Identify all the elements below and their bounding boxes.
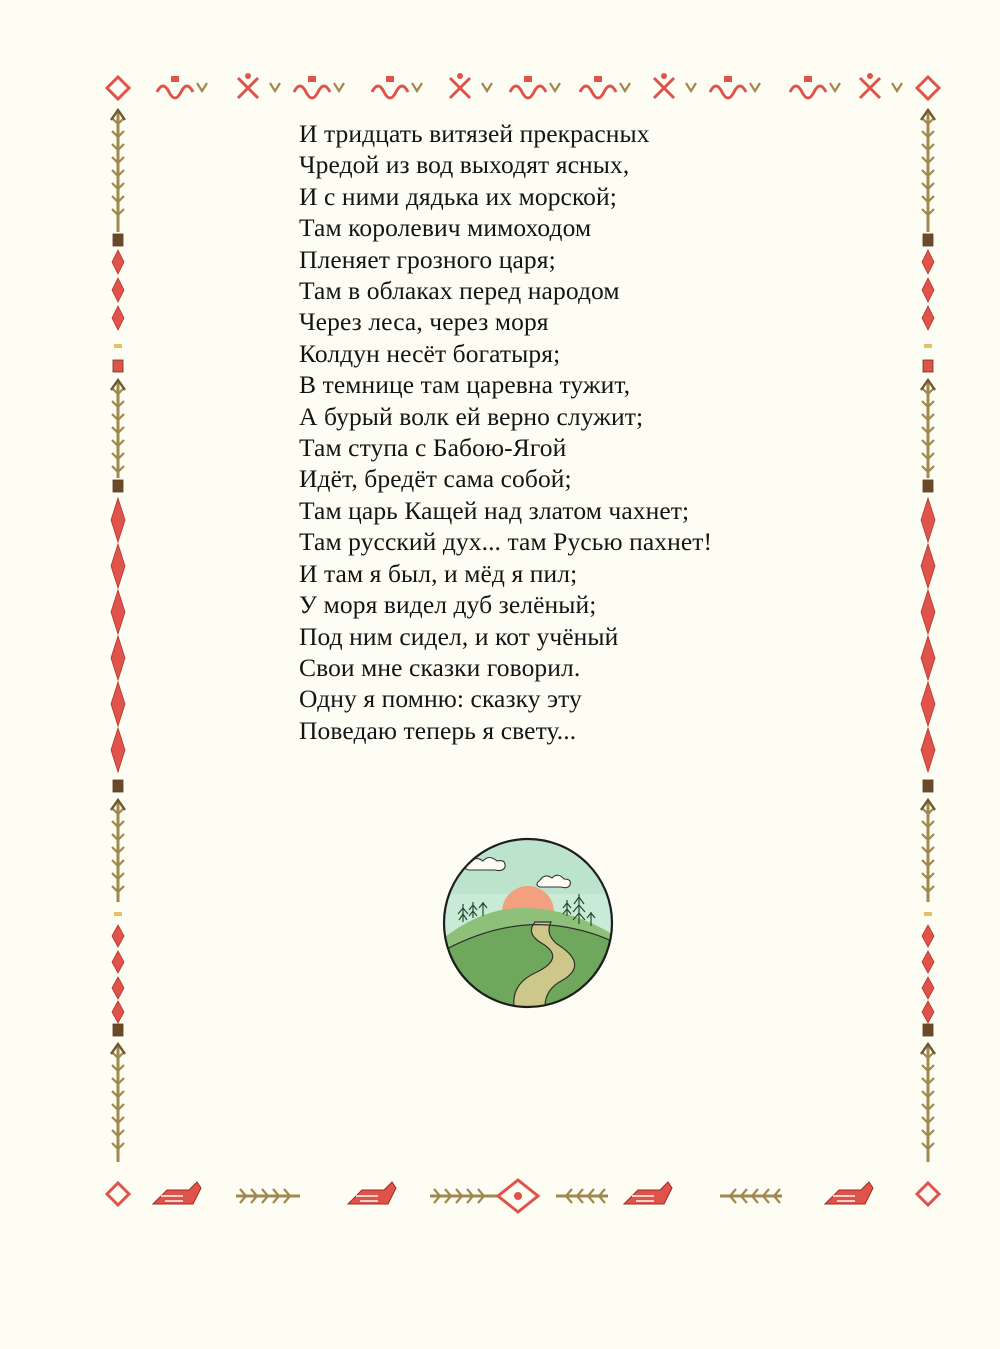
chevron-down-icon (412, 83, 422, 91)
poem-line: Там русский дух... там Русью пахнет! (299, 527, 713, 557)
motif-crown (724, 76, 732, 82)
poem-line: И там я был, и мёд я пил; (299, 558, 578, 588)
chevron-down-icon (270, 83, 280, 91)
block-mark (113, 234, 123, 246)
cross-motif (238, 78, 258, 98)
poem-line: Там царь Кащей над златом чахнет; (299, 495, 690, 525)
wave-motif (790, 86, 826, 98)
dash-mark (924, 344, 932, 348)
poem-line: Свои мне сказки говорил. (299, 652, 581, 682)
diamond-mark (112, 278, 124, 302)
poem-line: Поведаю теперь я свету... (299, 715, 577, 745)
chevron-down-icon (892, 83, 902, 91)
diamond-mark (921, 544, 935, 588)
poem-line: Там в облаках перед народом (299, 276, 620, 306)
diamond-mark (922, 977, 934, 999)
poem-line: Колдун несёт богатыря; (299, 338, 561, 368)
diamond-mark (111, 544, 125, 588)
dash-mark (114, 912, 122, 916)
dot-mark (514, 1192, 522, 1200)
motif-crown (308, 76, 316, 82)
diamond-mark (111, 636, 125, 680)
corner-diamond-icon (107, 77, 129, 99)
corner-diamond-icon (917, 77, 939, 99)
diamond-mark (111, 590, 125, 634)
wave-motif (510, 86, 546, 98)
diamond-mark (111, 728, 125, 772)
diamond-mark (112, 1001, 124, 1023)
diamond-mark (921, 590, 935, 634)
dash-mark (114, 344, 122, 348)
poem-line: Через леса, через моря (299, 307, 549, 337)
diamond-mark (111, 682, 125, 726)
diamond-mark (922, 951, 934, 973)
poem-line: Идёт, бредёт сама собой; (299, 464, 572, 494)
diamond-mark (112, 977, 124, 999)
sunrise-landscape-vignette (439, 834, 617, 1012)
poem-line: И тридцать витязей прекрасных (299, 119, 650, 148)
diamond-mark (922, 925, 934, 947)
wave-motif (710, 86, 746, 98)
diamond-mark (921, 636, 935, 680)
block-mark (113, 780, 123, 792)
chevron-down-icon (550, 83, 560, 91)
diamond-mark (921, 498, 935, 542)
poem-line: Пленяет грозного царя; (299, 244, 556, 274)
cross-motif (450, 78, 470, 98)
block-mark (113, 480, 123, 492)
cross-motif (654, 78, 674, 98)
diamond-mark (921, 682, 935, 726)
dot-mark (661, 73, 667, 79)
block-mark (923, 1024, 933, 1036)
motif-crown (594, 76, 602, 82)
dot-mark (457, 73, 463, 79)
diamond-mark (922, 306, 934, 330)
dot-mark (245, 73, 251, 79)
motif-crown (804, 76, 812, 82)
corner-diamond-icon (107, 1183, 129, 1205)
block-mark (113, 360, 123, 372)
poem-line: Чредой из вод выходят ясных, (299, 150, 630, 180)
poem-line: Одну я помню: сказку эту (299, 684, 582, 714)
diamond-mark (112, 306, 124, 330)
cross-motif (860, 78, 880, 98)
diamond-mark (922, 1001, 934, 1023)
poem-line: У моря видел дуб зелёный; (299, 590, 597, 620)
poem-line: Там ступа с Бабою-Ягой (299, 433, 567, 463)
poem-line: Под ним сидел, и кот учёный (299, 621, 619, 651)
motif-crown (386, 76, 394, 82)
poem-text (299, 118, 819, 746)
poem-line: Там королевич мимоходом (299, 213, 592, 243)
diamond-mark (112, 250, 124, 274)
chevron-down-icon (686, 83, 696, 91)
poem-line: И с ними дядька их морской; (299, 181, 617, 211)
corner-diamond-icon (917, 1183, 939, 1205)
chevron-down-icon (750, 83, 760, 91)
diamond-mark (922, 250, 934, 274)
block-mark (113, 1024, 123, 1036)
poem-line: В темнице там царевна тужит, (299, 370, 631, 400)
motif-crown (524, 76, 532, 82)
diamond-mark (922, 278, 934, 302)
block-mark (923, 360, 933, 372)
wave-motif (372, 86, 408, 98)
wave-motif (294, 86, 330, 98)
diamond-mark (921, 728, 935, 772)
chevron-down-icon (830, 83, 840, 91)
chevron-down-icon (334, 83, 344, 91)
motif-crown (171, 76, 179, 82)
chevron-down-icon (620, 83, 630, 91)
poem-line: А бурый волк ей верно служит; (299, 401, 644, 431)
dot-mark (867, 73, 873, 79)
wave-motif (580, 86, 616, 98)
chevron-down-icon (482, 83, 492, 91)
block-mark (923, 780, 933, 792)
diamond-mark (111, 498, 125, 542)
block-mark (923, 234, 933, 246)
dash-mark (924, 912, 932, 916)
wave-motif (157, 86, 193, 98)
block-mark (923, 480, 933, 492)
diamond-mark (112, 951, 124, 973)
diamond-mark (112, 925, 124, 947)
chevron-down-icon (197, 83, 207, 91)
